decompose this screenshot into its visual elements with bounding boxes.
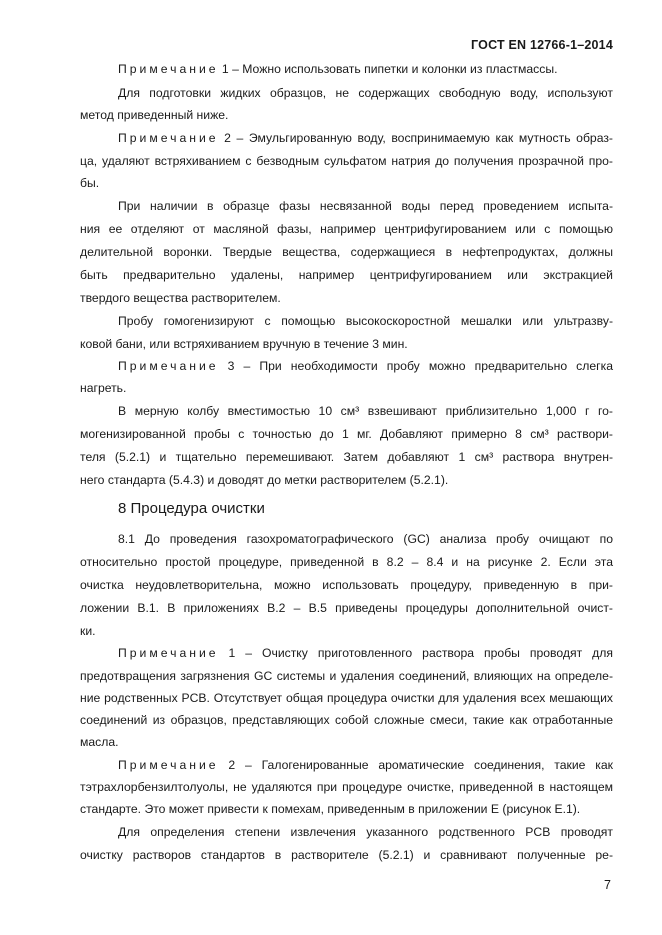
text-line: соединений из образцов, представляющих собой сложные смеси, такие как отработанные <box>80 713 613 727</box>
note-label: Примечание <box>118 62 219 76</box>
note-text: 2 – Эмульгированную воду, воспринимаемую как мутность образ- <box>218 131 613 145</box>
text-line: При наличии в образце фазы несвязанной воды перед проведением испыта- <box>118 199 613 213</box>
text-line <box>118 358 613 374</box>
note-label: Примечание <box>118 359 219 373</box>
text-line: бы. <box>80 176 100 190</box>
note-label: Примечание <box>118 131 219 145</box>
text-line: масла. <box>80 735 119 749</box>
text-line: быть предварительно удалены, например центрифугированием или экстракцией <box>80 268 613 282</box>
section-heading: 8 Процедура очистки <box>118 500 265 517</box>
text-line <box>118 61 613 77</box>
text-line: ложении В.1. В приложениях В.2 – В.5 приведены процедуры дополнительной очист- <box>80 601 613 615</box>
text-line: могенизированной пробы с точностью до 1 мг. Добавляют примерно 8 см³ раствори- <box>80 427 613 441</box>
page-number: 7 <box>604 878 611 892</box>
text-line: ковой бани, или встряхиванием вручную в течение 3 мин. <box>80 337 408 351</box>
note-text: 1 – Можно использовать пипетки и колонки из пластмассы. <box>218 62 558 76</box>
text-line: Для определения степени извлечения указанного родственного PCB проводят <box>118 825 613 839</box>
text-line: метод приведенный ниже. <box>80 108 229 122</box>
text-line: очистку растворов стандартов в растворителе (5.2.1) и сравнивают полученные ре- <box>80 848 613 862</box>
text-line: относительно простой процедуре, приведенной в 8.2 – 8.4 и на рисунке 2. Если эта <box>80 555 613 569</box>
text-line: него стандарта (5.4.3) и доводят до метки растворителем (5.2.1). <box>80 473 449 487</box>
text-line: тэтрахлорбензилтолуолы, не удаляются при процедуре очистке, приведенной в настоящем <box>80 780 613 794</box>
note-label: Примечание <box>118 758 219 772</box>
text-line: ние родственных PCB. Отсутствует общая процедура очистки для удаления всех мешающих <box>80 691 613 705</box>
text-line: В мерную колбу вместимостью 10 см³ взвешивают приблизительно 1,000 г го- <box>118 404 613 418</box>
text-line: Пробу гомогенизируют с помощью высокоскоростной мешалки или ультразву- <box>118 314 613 328</box>
text-line: стандарте. Это может привести к помехам, приведенным в приложении Е (рисунок Е.1). <box>80 802 581 816</box>
text-line <box>118 130 613 146</box>
note-text: 2 – Галогенированные ароматические соединения, такие как <box>218 758 613 772</box>
text-line: 8.1 До проведения газохроматографического (GC) анализа пробу очищают по <box>118 532 613 546</box>
text-line: делительной воронки. Твердые вещества, содержащиеся в нефтепродуктах, должны <box>80 245 613 259</box>
text-line: предотвращения загрязнения GC системы и удаления соединений, влияющих на определе- <box>80 669 613 683</box>
text-line: теля (5.2.1) и тщательно перемешивают. Затем добавляют 1 см³ раствора внутрен- <box>80 450 613 464</box>
document-id: ГОСТ EN 12766-1–2014 <box>471 38 613 52</box>
text-line <box>118 645 613 661</box>
text-line <box>118 757 613 773</box>
text-line: очистка неудовлетворительна, можно использовать процедуру, приведенную в при- <box>80 578 613 592</box>
text-line: ки. <box>80 624 96 638</box>
text-line: ца, удаляют встряхиванием с безводным сульфатом натрия до получения прозрачной про- <box>80 154 613 168</box>
text-line: нагреть. <box>80 381 127 395</box>
note-text: 1 – Очистку приготовленного раствора пробы проводят для <box>218 646 613 660</box>
note-label: Примечание <box>118 646 219 660</box>
text-line: ния ее отделяют от масляной фазы, например центрифугированием или с помощью <box>80 222 613 236</box>
note-text: 3 – При необходимости пробу можно предварительно слегка <box>218 359 613 373</box>
text-line: Для подготовки жидких образцов, не содержащих свободную воду, используют <box>118 86 613 100</box>
text-line: твердого вещества растворителем. <box>80 291 281 305</box>
